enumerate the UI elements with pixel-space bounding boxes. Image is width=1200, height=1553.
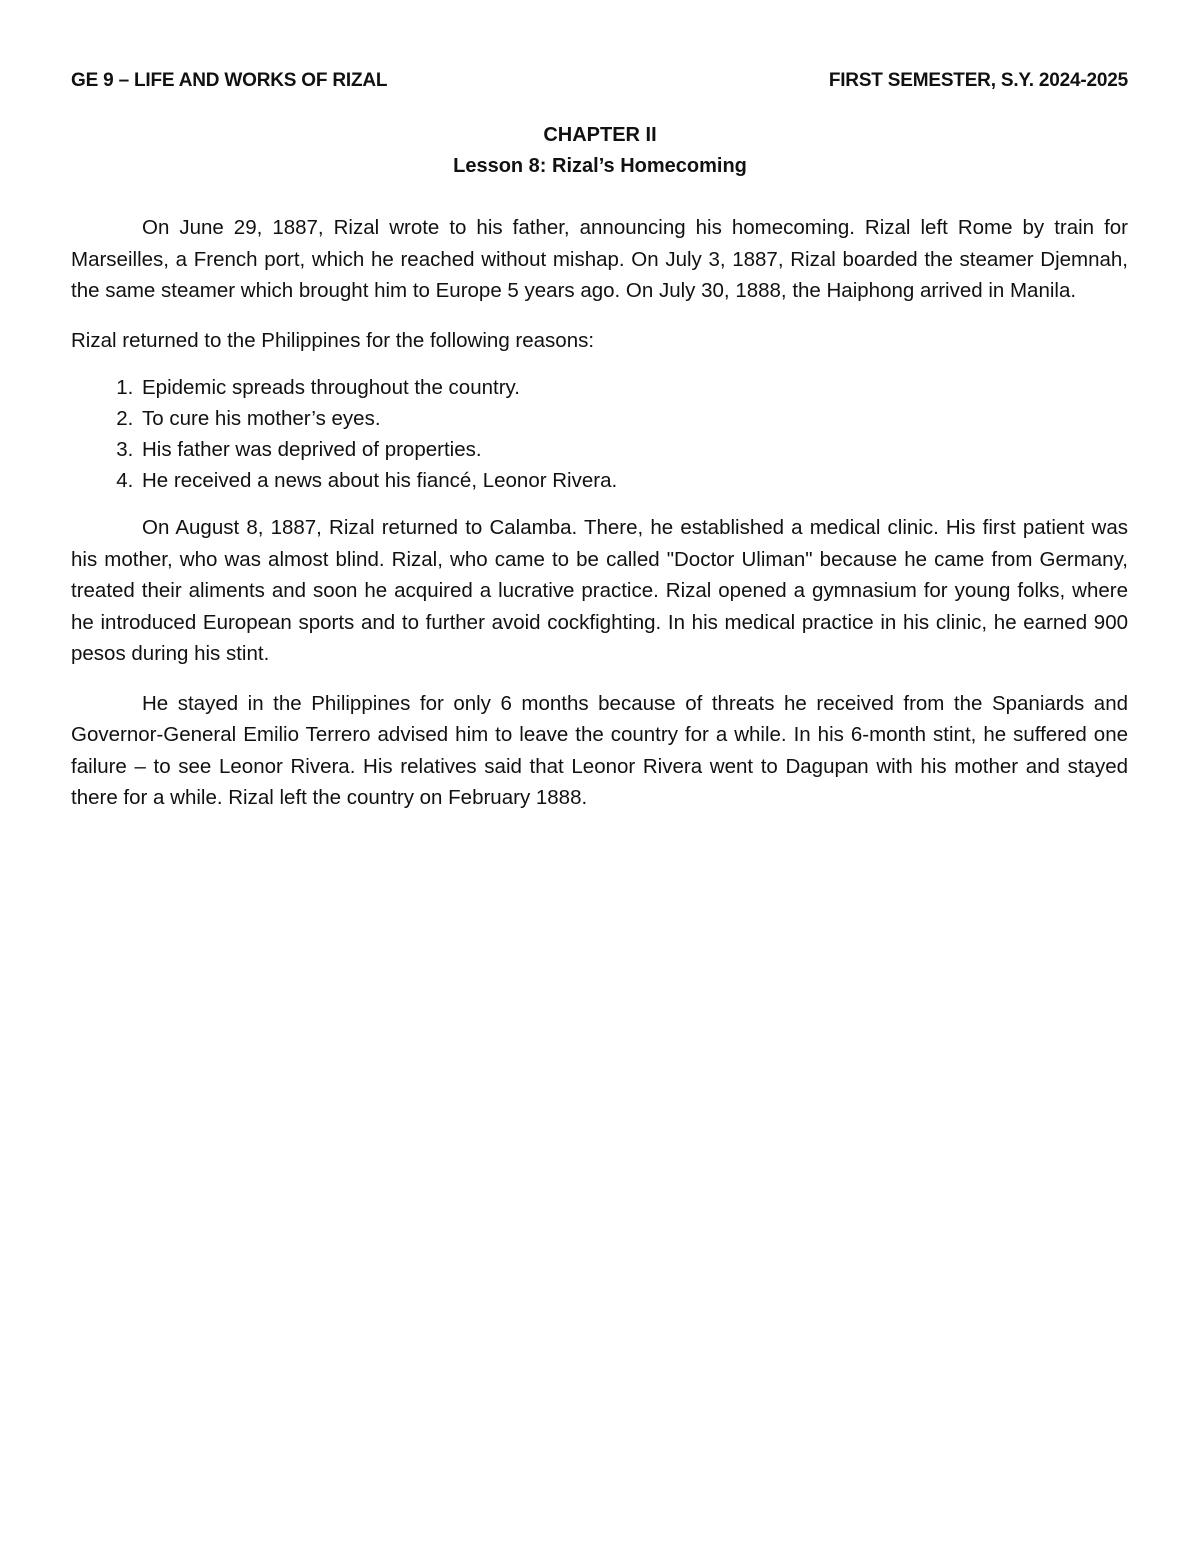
semester-label: FIRST SEMESTER, S.Y. 2024-2025: [828, 70, 1128, 91]
reasons-list: [71, 372, 1128, 496]
lesson-heading: Lesson 8: Rizal’s Homecoming: [453, 155, 747, 177]
course-title: GE 9 – LIFE AND WORKS OF RIZAL: [71, 70, 388, 91]
list-item: 2. To cure his mother’s eyes.: [139, 403, 1128, 434]
chapter-heading: CHAPTER II: [543, 124, 657, 146]
list-item: 4. He received a news about his fiancé, Leonor Rivera.: [139, 465, 1128, 496]
paragraph-departure: He stayed in the Philippines for only 6 months because of threats he received from the Spaniards and Governor-General Emilio Terrero advised him to leave the country for a while. In his 6-month stint, he suffered one failure – to see Leonor Rivera. His relatives said that Leonor Rivera went to Dagupan with his mother and stayed there for a while. Rizal left the country on February 1888.: [71, 691, 1128, 809]
list-item: 1. Epidemic spreads throughout the country.: [139, 372, 1128, 403]
paragraph-homecoming: On June 29, 1887, Rizal wrote to his father, announcing his homecoming. Rizal left Rome by train for Marseilles, a French port, which he reached without mishap. On July 3, 1887, Rizal boarded the steamer Djemnah, the same steamer which brought him to Europe 5 years ago. On July 30, 1888, the Haiphong arrived in Manila.: [71, 216, 1128, 302]
list-item: 3. His father was deprived of properties.: [139, 434, 1128, 465]
title-block: [0, 121, 1200, 183]
running-header: [71, 70, 1128, 92]
paragraph-calamba: On August 8, 1887, Rizal returned to Calamba. There, he established a medical clinic. His first patient was his mother, who was almost blind. Rizal, who came to be called "Doctor Uliman" because he came from Germany, treated their aliments and soon he acquired a lucrative practice. Rizal opened a gymnasium for young folks, where he introduced European sports and to further avoid cockfighting. In his medical practice in his clinic, he earned 900 pesos during his stint.: [71, 516, 1128, 665]
document-body: [71, 212, 1128, 832]
reasons-intro: Rizal returned to the Philippines for the following reasons:: [71, 328, 595, 352]
